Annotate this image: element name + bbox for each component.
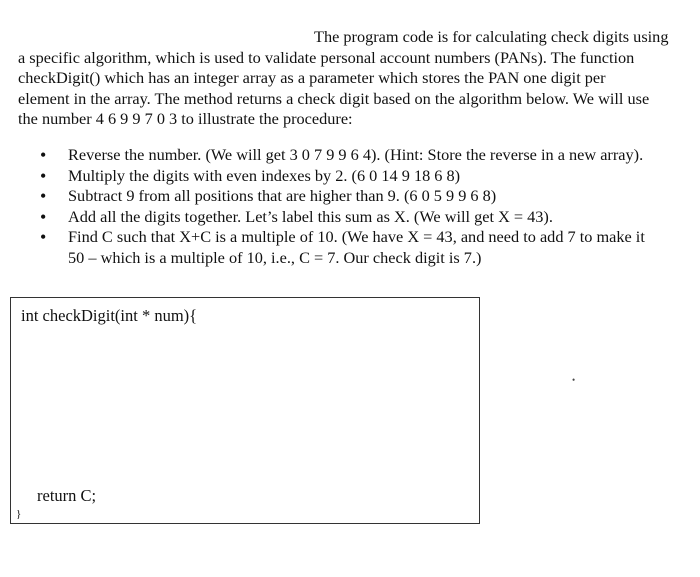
bullet-icon: • [40,186,47,207]
intro-line: element in the array. The method returns a check digit based on the algorithm below. We will use [18,88,650,108]
intro-line: the number 4 6 9 9 7 0 3 to illustrate the procedure: [18,109,353,128]
intro-paragraph [18,27,686,130]
procedure-step-multiply [40,166,680,187]
code-signature: int checkDigit(int * num){ [21,306,198,325]
procedure-step-text: Find C such that X+C is a multiple of 10. (We have X = 43, and need to add 7 to make it [68,227,645,247]
procedure-step-text: Add all the digits together. Let’s label this sum as X. (We will get X = 43). [68,206,553,226]
code-return-statement: return C; [37,486,97,505]
intro-line: checkDigit() which has an integer array as a parameter which stores the PAN one digit per [18,68,606,87]
procedure-step-reverse [40,145,680,166]
procedure-step-subtract [40,186,680,207]
code-answer-box[interactable] [10,297,480,524]
bullet-icon: • [40,227,47,248]
bullet-icon: • [40,206,47,227]
procedure-step-text: Subtract 9 from all positions that are higher than 9. (6 0 5 9 9 6 8) [68,186,497,206]
procedure-step-sum [40,207,680,228]
intro-line: The program code is for calculating check digits using [314,27,669,46]
bullet-icon: • [40,165,47,186]
procedure-list [40,145,680,269]
stray-mark: • [572,375,576,385]
intro-line: a specific algorithm, which is used to validate personal account numbers (PANs). The function [18,47,635,67]
procedure-step-text: Multiply the digits with even indexes by 2. (6 0 14 9 18 6 8) [68,165,461,185]
code-closing-brace: } [16,508,22,520]
procedure-step-text-continued: 50 – which is a multiple of 10, i.e., C = 7. Our check digit is 7.) [68,247,482,267]
procedure-step-find-c [40,227,680,268]
procedure-step-text: Reverse the number. (We will get 3 0 7 9 9 6 4). (Hint: Store the reverse in a new array). [68,145,644,164]
bullet-icon: • [40,145,47,165]
